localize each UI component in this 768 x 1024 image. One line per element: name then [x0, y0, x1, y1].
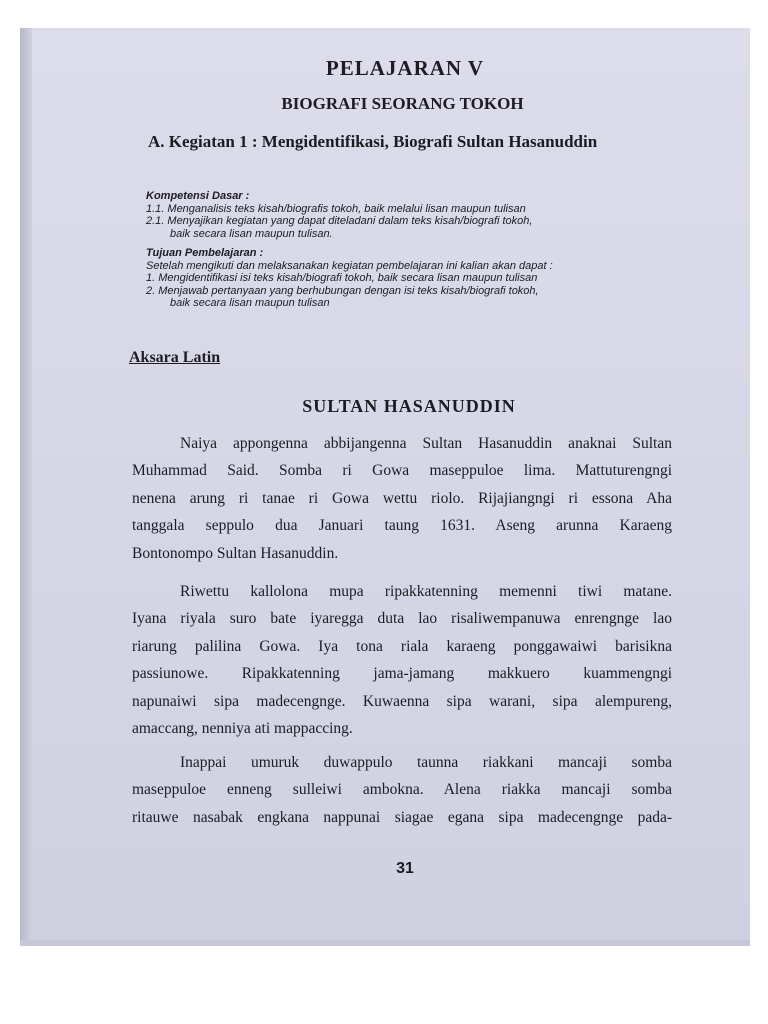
- story-paragraph-3: [132, 749, 672, 831]
- paragraph-line: riarung palilina Gowa. Iya tona riala karaeng ponggawaiwi barisikna: [132, 637, 672, 655]
- story-paragraph-2: [132, 578, 672, 742]
- page-spine: [20, 28, 32, 946]
- competency-item: 1.1. Menganalisis teks kisah/biografis tokoh, baik melalui lisan maupun tulisan: [146, 202, 526, 215]
- paragraph-line: nenena arung ri tanae ri Gowa wettu riolo. Rijajiangngi ri essona Aha: [132, 489, 672, 507]
- paragraph-line: Riwettu kallolona mupa ripakkatenning memenni tiwi matane.: [180, 583, 672, 600]
- objective-intro: Setelah mengikuti dan melaksanakan kegiatan pembelajaran ini kalian akan dapat :: [146, 259, 553, 272]
- competency-heading: Kompetensi Dasar :: [146, 190, 250, 202]
- objective-item: baik secara lisan maupun tulisan: [170, 297, 330, 309]
- objective-item: 2. Menjawab pertanyaan yang berhubungan dengan isi teks kisah/biografi tokoh,: [146, 284, 539, 297]
- paragraph-line: maseppuloe enneng sulleiwi ambokna. Alena riakka mancaji somba: [132, 781, 672, 799]
- competency-item: 2.1. Menyajikan kegiatan yang dapat diteladani dalam teks kisah/biografi tokoh,: [146, 215, 533, 227]
- paragraph-line: Bontonompo Sultan Hasanuddin.: [132, 544, 339, 562]
- paragraph-line: Iyana riyala suro bate iyaregga duta lao risaliwempanuwa enrengnge lao: [132, 610, 672, 628]
- paragraph-line: tanggala seppulo dua Januari taung 1631. Aseng arunna Karaeng: [132, 517, 672, 535]
- lesson-subtitle: BIOGRAFI SEORANG TOKOH: [281, 94, 524, 113]
- paragraph-line: Naiya appongenna abbijangenna Sultan Hasanuddin anaknai Sultan: [180, 435, 672, 452]
- paragraph-line: ritauwe nasabak engkana nappunai siagae egana sipa madecengnge pada-: [132, 808, 672, 826]
- paragraph-line: amaccang, nenniya ati mappaccing.: [132, 720, 353, 738]
- activity-heading: A. Kegiatan 1 : Mengidentifikasi, Biografi Sultan Hasanuddin: [148, 132, 598, 151]
- paragraph-line: passiunowe. Ripakkatenning jama-jamang makkuero kuammengngi: [132, 665, 672, 683]
- paragraph-line: Inappai umuruk duwappulo taunna riakkani mancaji somba: [180, 754, 672, 771]
- page-number: 31: [396, 860, 414, 877]
- paragraph-line: napunaiwi sipa madecengnge. Kuwaenna sipa warani, sipa alempureng,: [132, 692, 672, 710]
- section-label: Aksara Latin: [129, 349, 221, 366]
- page-edge: [20, 940, 750, 946]
- objective-item: 1. Mengidentifikasi isi teks kisah/biografi tokoh, baik secara lisan maupun tulisan: [146, 272, 538, 284]
- objective-heading: Tujuan Pembelajaran :: [146, 247, 264, 259]
- lesson-title: PELAJARAN V: [325, 56, 485, 80]
- book-page: [20, 28, 750, 946]
- story-title: SULTAN HASANUDDIN: [302, 396, 516, 416]
- competency-item: baik secara lisan maupun tulisan.: [170, 227, 333, 240]
- paragraph-line: Muhammad Said. Somba ri Gowa maseppuloe lima. Mattuturengngi: [132, 462, 672, 480]
- competency-box: [146, 190, 666, 310]
- story-paragraph-1: [132, 430, 672, 567]
